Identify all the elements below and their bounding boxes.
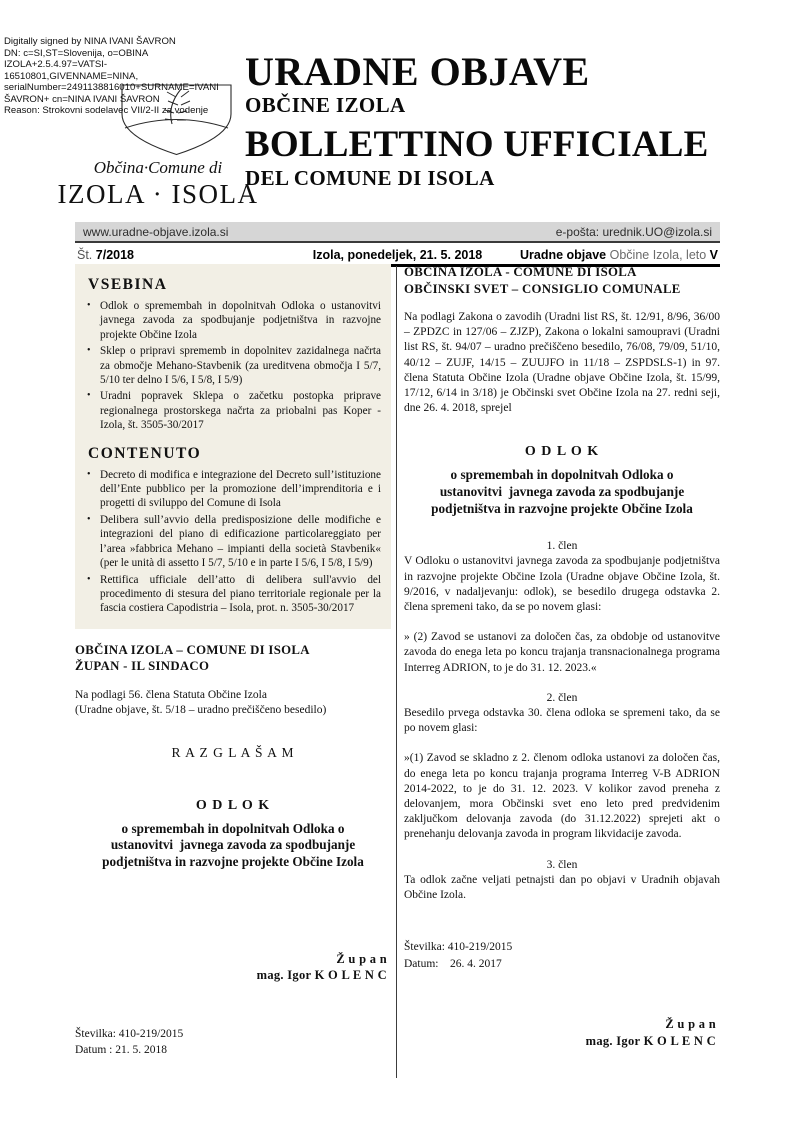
masthead: [245, 50, 723, 190]
signature-line: IZOLA+2.5.4.97=VATSI-: [4, 59, 108, 70]
issue-number: 7/2018: [95, 247, 134, 262]
issue-edition-cell: [504, 248, 720, 262]
decree-title: O D L O K: [524, 444, 600, 460]
masthead-title-italian: BOLLETTINO UFFICIALE: [245, 124, 709, 165]
decree-title: O D L O K: [195, 797, 271, 813]
digital-signature-stamp: [4, 36, 262, 117]
right-column: [404, 264, 720, 1049]
bullet-icon: •: [87, 300, 91, 311]
column-divider: [396, 266, 397, 1078]
bullet-icon: •: [87, 468, 91, 480]
legal-basis: [75, 688, 391, 719]
article-1-heading: 1. člen: [546, 540, 578, 553]
decree-subtitle-line: podjetništva in razvojne projekte Občine Izola: [431, 500, 693, 516]
article-1-body: V Odloku o ustanovitvi javnega zavoda za spodbujanje podjetništva in razvojne projekte Občine Izola (Uradne objave Občine Izola, št. 9/2016, v nadaljevanju: odlok), se besedilo drugega odstavka 2. člena spremeni tako, da se po novem glasi:: [404, 555, 720, 614]
municipality-logo: [52, 158, 264, 209]
masthead-subtitle-slovene: OBČINE IZOLA: [245, 93, 406, 117]
vsebina-item: • Sklep o pripravi sprememb in dopolnitev zazidalnega načrta za območje Mehano-Stavbenik (za ureditvena območja I 5/7, 5/10 ter delno I 5/6, I 5/8, I 5/9): [87, 345, 381, 387]
article-3-body: Ta odlok začne veljati petnajsti dan po objavi v Uradnih objavah Občine Izola.: [404, 873, 720, 902]
article-2-heading: 2. člen: [546, 691, 578, 704]
mayor-org-heading: [75, 642, 391, 675]
email-text: e-pošta: urednik.UO@izola.si: [555, 224, 712, 239]
article-1-quote: » (2) Zavod se ustanovi za določen čas, za obdobje od ustanovitve zavoda do enega leta po koncu trajanja transnacionalnega programa Interreg ADRION, to je do 31. 12. 2023.«: [404, 631, 720, 674]
article-2-quote: »(1) Zavod se skladno z 2. členom odloka ustanovi za določen čas, do enega leta po koncu trajanja programa Interreg V-B ADRION 2014-2022, to je do 31. 12. 2023. V kolikor zavod preneha z delovanjem, mora Občinski svet eno leto pred predvidenim zaključkom delovanja zavoda (do 31.12.2022) sprejeti akt o prenehanju delovanja zavoda in program likvidacije zavoda.: [404, 752, 720, 841]
signature-line: DN: c=SI,ST=Slovenija, o=OBINA: [4, 47, 149, 59]
table-of-contents-box: [75, 264, 391, 629]
vsebina-title: VSEBINA: [88, 276, 168, 293]
vsebina-item: • Uradni popravek Sklepa o začetku postopka priprave regionalnega prostorskega načrta za priobalni pas Koper - Izola, št. 3505-30/2017: [87, 390, 381, 432]
signature-role: Ž u p a n: [336, 951, 387, 966]
reference-number: Številka: 410-219/2015: [404, 941, 513, 954]
logo-org-line: Občina·Comune di: [93, 158, 223, 177]
preamble-paragraph: Na podlagi Zakona o zavodih (Uradni list RS, št. 12/91, 8/96, 36/00 – ZPDZC in 127/06 – ZJZP), Zakona o lokalni samoupravi (Uradni list RS, št. 94/07 – uradno prečiščeno besedilo, 76/08, 79/09, 51/10, 40/12 – ZUJF, 14/15 – ZUUJFO in 11/18 – ZSPDSLS-1) in 97. člena Statuta Občine Izola (Uradne objave Občine Izola, št. 15/99, 17/12, 6/14 in 3/18) je Občinski svet Občine Izola na 27. redni seji, dne 26. 4. 2018, sprejel: [404, 311, 720, 415]
signature-line: serialNumber=2491138816010+SURNAME=IVANI: [4, 82, 219, 93]
proclamation-heading: R A Z G L A Š A M: [171, 744, 295, 760]
signature-name: mag. Igor K O L E N C: [256, 968, 387, 982]
edition-volume: V: [709, 247, 719, 262]
reference-number: Številka: 410-219/2015: [75, 1027, 184, 1040]
decree-subtitle-line: ustanovitvi javnega zavoda za spodbujanje: [110, 837, 356, 853]
reference-block: [75, 1026, 391, 1059]
reference-block: [404, 939, 720, 972]
bullet-icon: •: [87, 513, 91, 525]
decree-subtitle-line: ustanovitvi javnega zavoda za spodbujanje: [439, 484, 685, 500]
edition-title: Uradne objave: [520, 247, 607, 262]
logo-city-line: IZOLA · ISOLA: [57, 179, 259, 209]
masthead-subtitle-italian: DEL COMUNE DI ISOLA: [245, 166, 495, 190]
org-line: OBČINA IZOLA – COMUNE DI ISOLA: [75, 642, 310, 657]
decree-subtitle-line: o spremembah in dopolnitvah Odloka o: [121, 820, 345, 836]
reference-date: Datum : 21. 5. 2018: [75, 1044, 167, 1056]
left-column: [75, 264, 391, 1059]
org-line: OBČINA IZOLA - COMUNE DI ISOLA: [404, 265, 637, 279]
signature-line: Digitally signed by NINA IVANI ŠAVRON: [4, 36, 176, 47]
decree-heading: [75, 797, 391, 871]
signature-line: Reason: Strokovni sodelavec VII/2-II za vodenje: [4, 105, 209, 116]
bullet-icon: •: [87, 345, 91, 357]
bullet-icon: •: [87, 390, 91, 402]
issue-date: Izola, ponedeljek, 21. 5. 2018: [312, 247, 483, 262]
signature-name: mag. Igor K O L E N C: [585, 1033, 716, 1048]
vsebina-item: • Odlok o spremembah in dopolnitvah Odloka o ustanovitvi javnega zavoda za spodbujanje podjetništva in razvojne projekte Občine Izola: [87, 300, 381, 341]
reference-date: Datum: 26. 4. 2017: [404, 957, 502, 970]
mayor-signature-block: [75, 951, 391, 984]
info-bar: [75, 222, 720, 243]
website-text: www.uradne-objave.izola.si: [83, 224, 229, 239]
signature-role: Ž u p a n: [665, 1017, 716, 1032]
org-line: OBČINSKI SVET – CONSIGLIO COMUNALE: [404, 281, 681, 296]
masthead-title-slovene: URADNE OBJAVE: [245, 49, 590, 94]
basis-line: (Uradne objave, št. 5/18 – uradno prečiščeno besedilo): [75, 704, 327, 717]
contenuto-item: • Delibera sull’avvio della predisposizione delle modifiche e integrazioni del piano di edificazione particolareggiato per l’area »fabbrica Mehano – impianti della società Stavbenik« (per le unità di assetto I 5/7, 5/10 e in parte I 5/6, I 5/8, I 5/9): [87, 513, 381, 570]
decree-heading: [404, 443, 720, 517]
edition-subtitle: Občine Izola, leto: [606, 247, 710, 262]
contenuto-item: • Decreto di modifica e integrazione del Decreto sull’istituzione dell’Ente pubblico per la promozione dell’imprenditoria e i progetti di sviluppo del Comune di Isola: [87, 468, 381, 510]
council-org-heading: [404, 264, 720, 297]
decree-subtitle-line: podjetništva in razvojne projekte Občine Izola: [102, 853, 364, 869]
contenuto-title: CONTENUTO: [88, 444, 202, 462]
bullet-icon: •: [87, 573, 91, 585]
article-2-body: Besedilo prvega odstavka 30. člena odloka se spremeni tako, da se po novem glasi:: [404, 707, 720, 735]
signature-line: 16510801,GIVENNAME=NINA,: [4, 70, 139, 82]
decree-subtitle-line: o spremembah in dopolnitvah Odloka o: [450, 467, 674, 483]
basis-line: Na podlagi 56. člena Statuta Občine Izola: [75, 688, 267, 701]
contenuto-item: • Rettifica ufficiale dell’atto di delibera sull'avvio del procedimento di stesura del piano territoriale regionale per la fascia costiera Capodistria – Isola, prot. n. 3505-30/2017: [87, 573, 381, 615]
issue-label: Št.: [77, 247, 96, 262]
issue-number-cell: [75, 248, 291, 262]
org-line: ŽUPAN - IL SINDACO: [75, 659, 210, 674]
signature-line: ŠAVRON+ cn=NINA IVANI ŠAVRON: [4, 93, 160, 105]
article-3-heading: 3. člen: [546, 858, 578, 871]
mayor-signature-block: [404, 1016, 720, 1049]
